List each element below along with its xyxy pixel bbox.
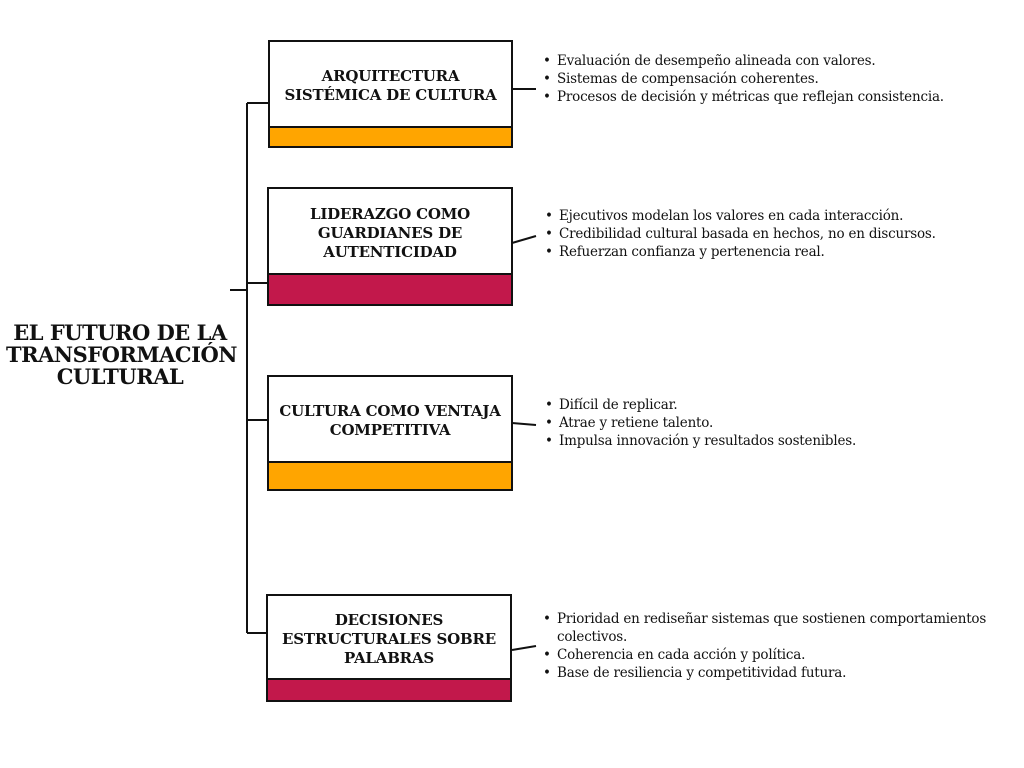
list-item: • Impulsa innovación y resultados sostenibles.: [542, 432, 856, 450]
list-item: • Sistemas de compensación coherentes.: [540, 70, 944, 88]
branch-label-2: LIDERAZGO COMO GUARDIANES DE AUTENTICIDAD: [309, 204, 471, 261]
list-item: • Refuerzan confianza y pertenencia real.: [542, 243, 936, 261]
branch-band-3: [269, 461, 511, 489]
branch-label-4: DECISIONES ESTRUCTURALES SOBRE PALABRAS: [282, 610, 496, 667]
bullet-connector-2: [512, 236, 536, 243]
branch-box-2: [267, 187, 513, 306]
list-item: • Procesos de decisión y métricas que reflejan consistencia.: [540, 88, 944, 106]
branch-band-2: [269, 273, 511, 304]
branch-band-1: [270, 126, 511, 146]
list-item: • Credibilidad cultural basada en hechos, no en discursos.: [542, 225, 936, 243]
list-item: • Evaluación de desempeño alineada con valores.: [540, 52, 944, 70]
bullet-list-4: [540, 610, 1010, 682]
branch-label-3: CULTURA COMO VENTAJA COMPETITIVA: [279, 402, 501, 439]
branch-box-1: [268, 40, 513, 148]
branch-box-3: [267, 375, 513, 491]
list-item: • Difícil de replicar.: [542, 396, 856, 414]
bullet-connector-3: [512, 423, 536, 425]
list-item: • Atrae y retiene talento.: [542, 414, 856, 432]
list-item: • Base de resiliencia y competitividad futura.: [540, 664, 1010, 682]
branch-box-4: [266, 594, 512, 702]
bullet-list-3: [542, 396, 856, 450]
branch-band-4: [268, 678, 510, 700]
list-item: • Coherencia en cada acción y política.: [540, 646, 1010, 664]
bullet-list-2: [542, 207, 936, 261]
list-item: • Ejecutivos modelan los valores en cada interacción.: [542, 207, 936, 225]
bullet-list-1: [540, 52, 944, 106]
main-title: EL FUTURO DE LA TRANSFORMACIÓN CULTURAL: [6, 320, 237, 389]
bullet-connector-4: [512, 646, 536, 650]
branch-label-1: ARQUITECTURA SISTÉMICA DE CULTURA: [284, 67, 497, 104]
list-item: • Prioridad en rediseñar sistemas que sostienen comportamientos colectivos.: [540, 610, 1010, 646]
